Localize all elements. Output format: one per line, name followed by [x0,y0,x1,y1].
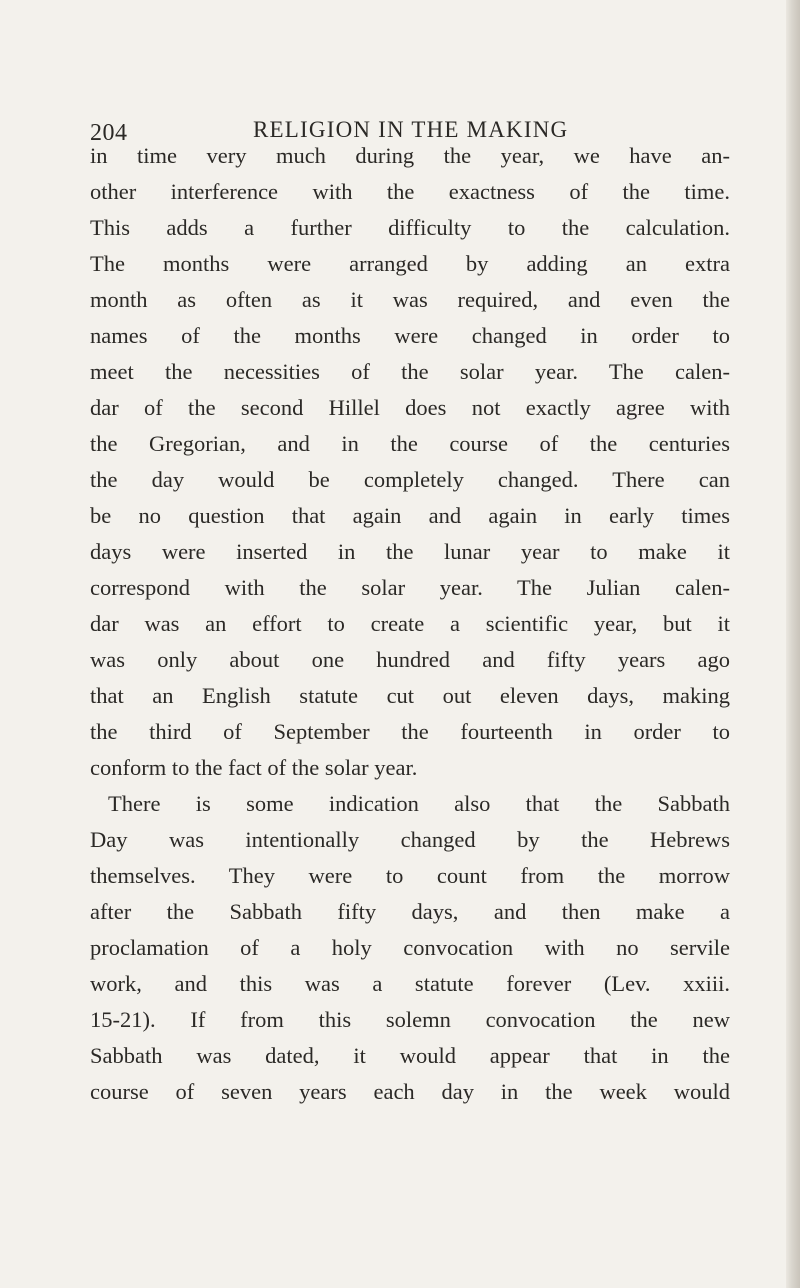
text-line: the Gregorian, and in the course of the centuries [90,431,730,456]
text-line: This adds a further difficulty to the calculation. [90,215,730,240]
text-line: 15-21). If from this solemn convocation the new [90,1007,730,1032]
text-line: Sabbath was dated, it would appear that in the [90,1043,730,1068]
body-text [90,138,730,1110]
text-line: course of seven years each day in the week would [90,1079,730,1104]
page-number: 204 [90,120,128,146]
running-title: RELIGION IN THE MAKING [253,117,569,142]
text-line: There is some indication also that the Sabbath [108,791,730,816]
text-line: after the Sabbath fifty days, and then make a [90,899,730,924]
text-line: other interference with the exactness of the time. [90,179,730,204]
text-line: in time very much during the year, we have an- [90,143,730,168]
text-line: Day was intentionally changed by the Hebrews [90,827,730,852]
text-line: the third of September the fourteenth in order to [90,719,730,744]
text-line: correspond with the solar year. The Julian calen- [90,575,730,600]
text-line: themselves. They were to count from the morrow [90,863,730,888]
text-line: month as often as it was required, and even the [90,287,730,312]
text-line: proclamation of a holy convocation with no servile [90,935,730,960]
text-line: conform to the fact of the solar year. [90,755,418,780]
text-line: work, and this was a statute forever (Lev. xxiii. [90,971,730,996]
text-line: names of the months were changed in order to [90,323,730,348]
text-line: dar was an effort to create a scientific year, but it [90,611,730,636]
text-line: The months were arranged by adding an extra [90,251,730,276]
page-edge [786,0,800,1288]
text-line: days were inserted in the lunar year to make it [90,539,730,564]
text-line: be no question that again and again in early times [90,503,730,528]
text-line: that an English statute cut out eleven days, making [90,683,730,708]
text-line: dar of the second Hillel does not exactly agree with [90,395,730,420]
text-line: was only about one hundred and fifty years ago [90,647,730,672]
text-line: the day would be completely changed. There can [90,467,730,492]
text-line: meet the necessities of the solar year. The calen- [90,359,730,384]
